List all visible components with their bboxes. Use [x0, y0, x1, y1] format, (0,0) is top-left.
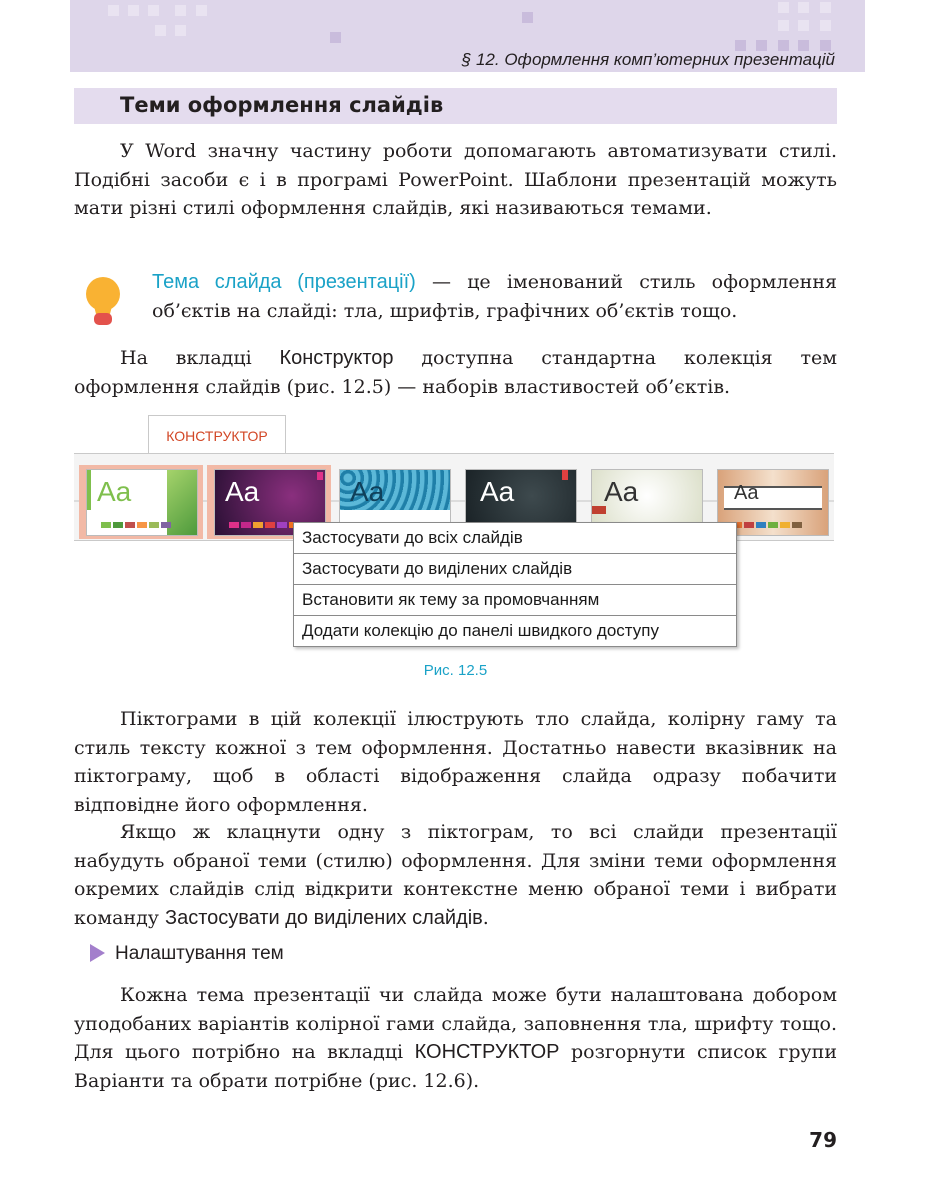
paragraph-1: У Word значну частину роботи допомагають автоматизувати стилі. Подібні засоби є і в програмі PowerPoint. Шаблони презентацій можуть мати різні стилі оформлення слайдів, які називаються темами.: [74, 140, 837, 219]
running-header: § 12. Оформлення комп’ютерних презентацій: [461, 50, 835, 69]
page-number: 79: [809, 1128, 837, 1152]
paragraph-4: Якщо ж клацнути одну з піктограм, то всі слайди презентації набудуть обраної теми (стилю) оформлення. Для зміни теми оформлення окремих слайдів слід відкрити контекстне меню обраної теми і вибрати команду Застосувати до виділених слайдів.: [74, 821, 837, 929]
theme-thumbnail-3[interactable]: Aa: [332, 465, 456, 539]
menu-add-gallery-to-qat[interactable]: Додати колекцію до панелі швидкого доступу: [302, 621, 659, 640]
theme-context-menu: [293, 522, 737, 647]
definition-term: Тема слайда (презентації): [152, 271, 416, 293]
menu-apply-selected-slides[interactable]: Застосувати до виділених слайдів: [294, 554, 736, 585]
paragraph-5: Кожна тема презентації чи слайда може бути налаштована добором уподобаних варіантів колірної гами слайда, заповнення тла, шрифту тощо. Для цього потрібно на вкладці КОНСТРУКТОР розгорнути список групи Варіанти та обрати потрібне (рис. 12.6).: [74, 984, 837, 1092]
theme-thumbnail-6[interactable]: Aa: [710, 465, 834, 539]
theme-thumbnail-1[interactable]: Aa: [79, 465, 203, 539]
figure-caption: Рис. 12.5: [423, 662, 488, 679]
definition: Тема слайда (презентації) — це іменований стиль оформлення об’єктів на слайді: тла, шрифтів, графічних об’єктів тощо.: [152, 271, 837, 322]
theme-thumbnail-2[interactable]: Aa: [207, 465, 331, 539]
paragraph-2: На вкладці Конструктор доступна стандартна колекція тем оформлення слайдів (рис. 12.5) — наборів властивостей об’єктів.: [74, 347, 837, 398]
theme-thumbnail-4[interactable]: Aa: [458, 465, 582, 539]
subheading: Налаштування тем: [90, 943, 284, 965]
figure-12-5: [74, 415, 837, 679]
theme-thumbnail-5[interactable]: Aa: [584, 465, 708, 539]
menu-set-default-theme[interactable]: Встановити як тему за промовчанням: [294, 585, 736, 616]
menu-apply-all-slides[interactable]: Застосувати до всіх слайдів: [294, 523, 736, 554]
section-title: Теми оформлення слайдів: [120, 93, 444, 117]
lightbulb-icon: [82, 276, 124, 328]
triangle-arrow-icon: [90, 944, 105, 962]
tab-konstruktor[interactable]: КОНСТРУКТОР: [148, 415, 286, 454]
paragraph-3: Піктограми в цій колекції ілюструють тло слайда, колірну гаму та стиль тексту кожної з тем оформлення. Достатньо навести вказівник на піктограму, щоб в області відображення слайда одразу побачити відповідне його оформлення.: [74, 708, 837, 816]
